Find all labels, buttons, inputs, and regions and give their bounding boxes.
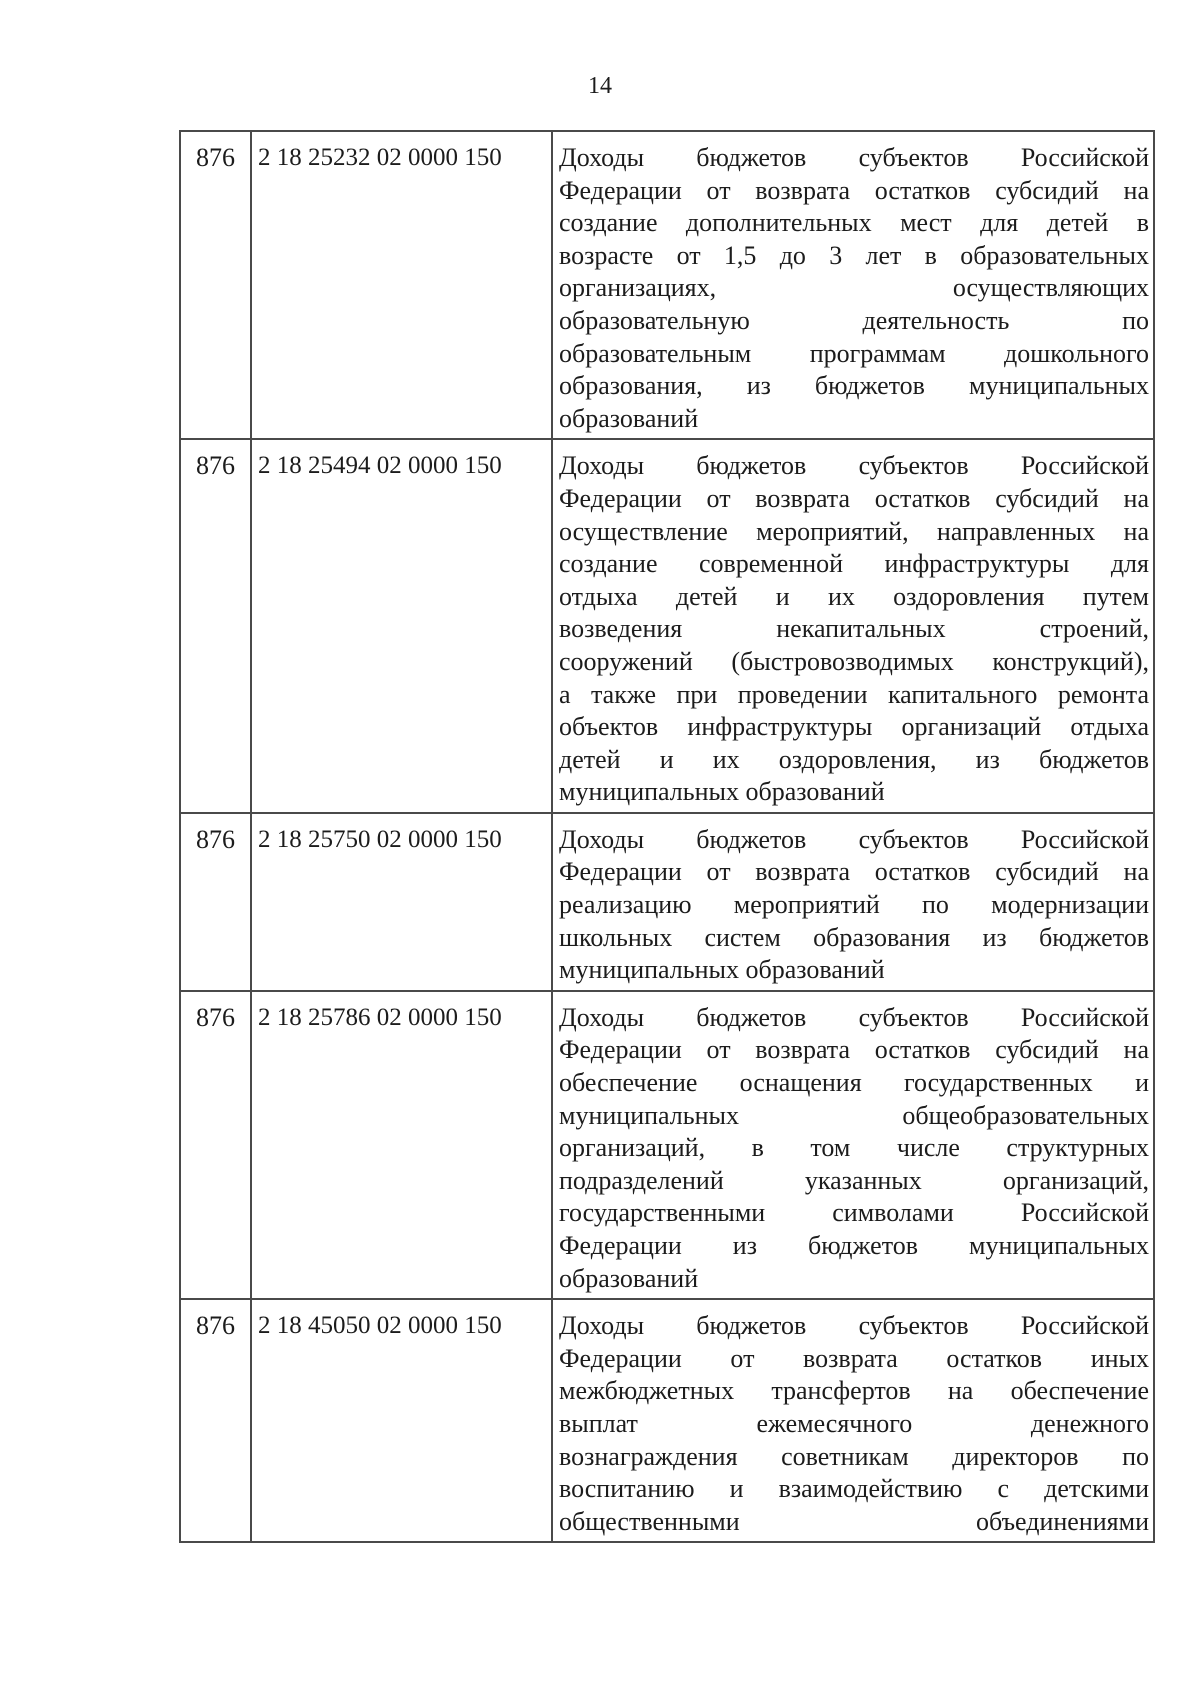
description-line: создание современной инфраструктуры для — [559, 549, 1149, 579]
description-line: Доходы бюджетов субъектов Российской — [559, 1311, 1149, 1341]
description-cell — [552, 1299, 1154, 1542]
description-line: Доходы бюджетов субъектов Российской — [559, 1002, 1149, 1032]
description-line: образования, из бюджетов муниципальных — [559, 371, 1149, 401]
admin-code-cell: 876 — [180, 991, 251, 1299]
description-line: образовательную деятельность по — [559, 305, 1149, 335]
description-line: возрасте от 1,5 до 3 лет в образовательных — [559, 240, 1149, 270]
table-row — [180, 131, 1154, 439]
description-line: муниципальных общеобразовательных — [559, 1100, 1149, 1130]
admin-code-cell: 876 — [180, 813, 251, 991]
description-cell — [552, 813, 1154, 991]
budget-code-cell: 2 18 25494 02 0000 150 — [251, 439, 552, 813]
table-row — [180, 1299, 1154, 1542]
budget-codes-table — [179, 130, 1155, 1543]
description-line: Доходы бюджетов субъектов Российской — [559, 451, 1149, 481]
admin-code-cell: 876 — [180, 1299, 251, 1542]
description-line: Федерации от возврата остатков субсидий на — [559, 175, 1149, 205]
description-line: обеспечение оснащения государственных и — [559, 1068, 1149, 1098]
description-line: образований — [559, 403, 699, 433]
description-line: а также при проведении капитального ремонта — [559, 679, 1149, 709]
budget-code-cell: 2 18 45050 02 0000 150 — [251, 1299, 552, 1542]
description-line: образований — [559, 1263, 699, 1293]
budget-code-cell: 2 18 25232 02 0000 150 — [251, 131, 552, 439]
description-line: Федерации из бюджетов муниципальных — [559, 1231, 1149, 1260]
description-line: Федерации от возврата остатков иных — [559, 1343, 1149, 1373]
page-number: 14 — [588, 73, 612, 99]
description-line: Доходы бюджетов субъектов Российской — [559, 143, 1149, 172]
description-line: реализацию мероприятий по модернизации — [559, 890, 1149, 920]
description-line: Федерации от возврата остатков субсидий на — [559, 857, 1149, 887]
description-line: выплат ежемесячного денежного — [559, 1408, 1149, 1438]
table-row — [180, 991, 1154, 1299]
description-line: сооружений (быстровозводимых конструкций), — [559, 646, 1149, 676]
description-line: организаций, в том числе структурных — [559, 1133, 1149, 1163]
description-cell — [552, 131, 1154, 439]
budget-code-cell: 2 18 25786 02 0000 150 — [251, 991, 552, 1299]
table-row — [180, 439, 1154, 813]
budget-code-cell: 2 18 25750 02 0000 150 — [251, 813, 552, 991]
description-line: осуществление мероприятий, направленных на — [559, 516, 1149, 546]
admin-code-cell: 876 — [180, 131, 251, 439]
description-line: Федерации от возврата остатков субсидий на — [559, 483, 1149, 513]
description-line: образовательным программам дошкольного — [559, 338, 1149, 368]
description-line: общественными объединениями — [559, 1506, 1149, 1536]
description-line: муниципальных образований — [559, 955, 885, 985]
description-line: возведения некапитальных строений, — [559, 614, 1149, 644]
description-line: воспитанию и взаимодействию с детскими — [559, 1474, 1149, 1504]
description-line: межбюджетных трансфертов на обеспечение — [559, 1376, 1149, 1406]
description-line: школьных систем образования из бюджетов — [559, 922, 1149, 952]
description-line: вознаграждения советникам директоров по — [559, 1441, 1149, 1471]
description-line: объектов инфраструктуры организаций отдыха — [559, 712, 1149, 742]
description-cell — [552, 991, 1154, 1299]
description-line: Доходы бюджетов субъектов Российской — [559, 824, 1149, 854]
description-line: отдыха детей и их оздоровления путем — [559, 581, 1149, 611]
admin-code-cell: 876 — [180, 439, 251, 813]
description-line: Федерации от возврата остатков субсидий на — [559, 1035, 1149, 1065]
description-line: государственными символами Российской — [559, 1198, 1149, 1228]
description-line: детей и их оздоровления, из бюджетов — [559, 744, 1149, 774]
description-line: подразделений указанных организаций, — [559, 1165, 1149, 1195]
description-line: организациях, осуществляющих — [559, 273, 1149, 303]
table-row — [180, 813, 1154, 991]
description-line: муниципальных образований — [559, 777, 885, 807]
description-cell — [552, 439, 1154, 813]
description-line: создание дополнительных мест для детей в — [559, 208, 1149, 238]
